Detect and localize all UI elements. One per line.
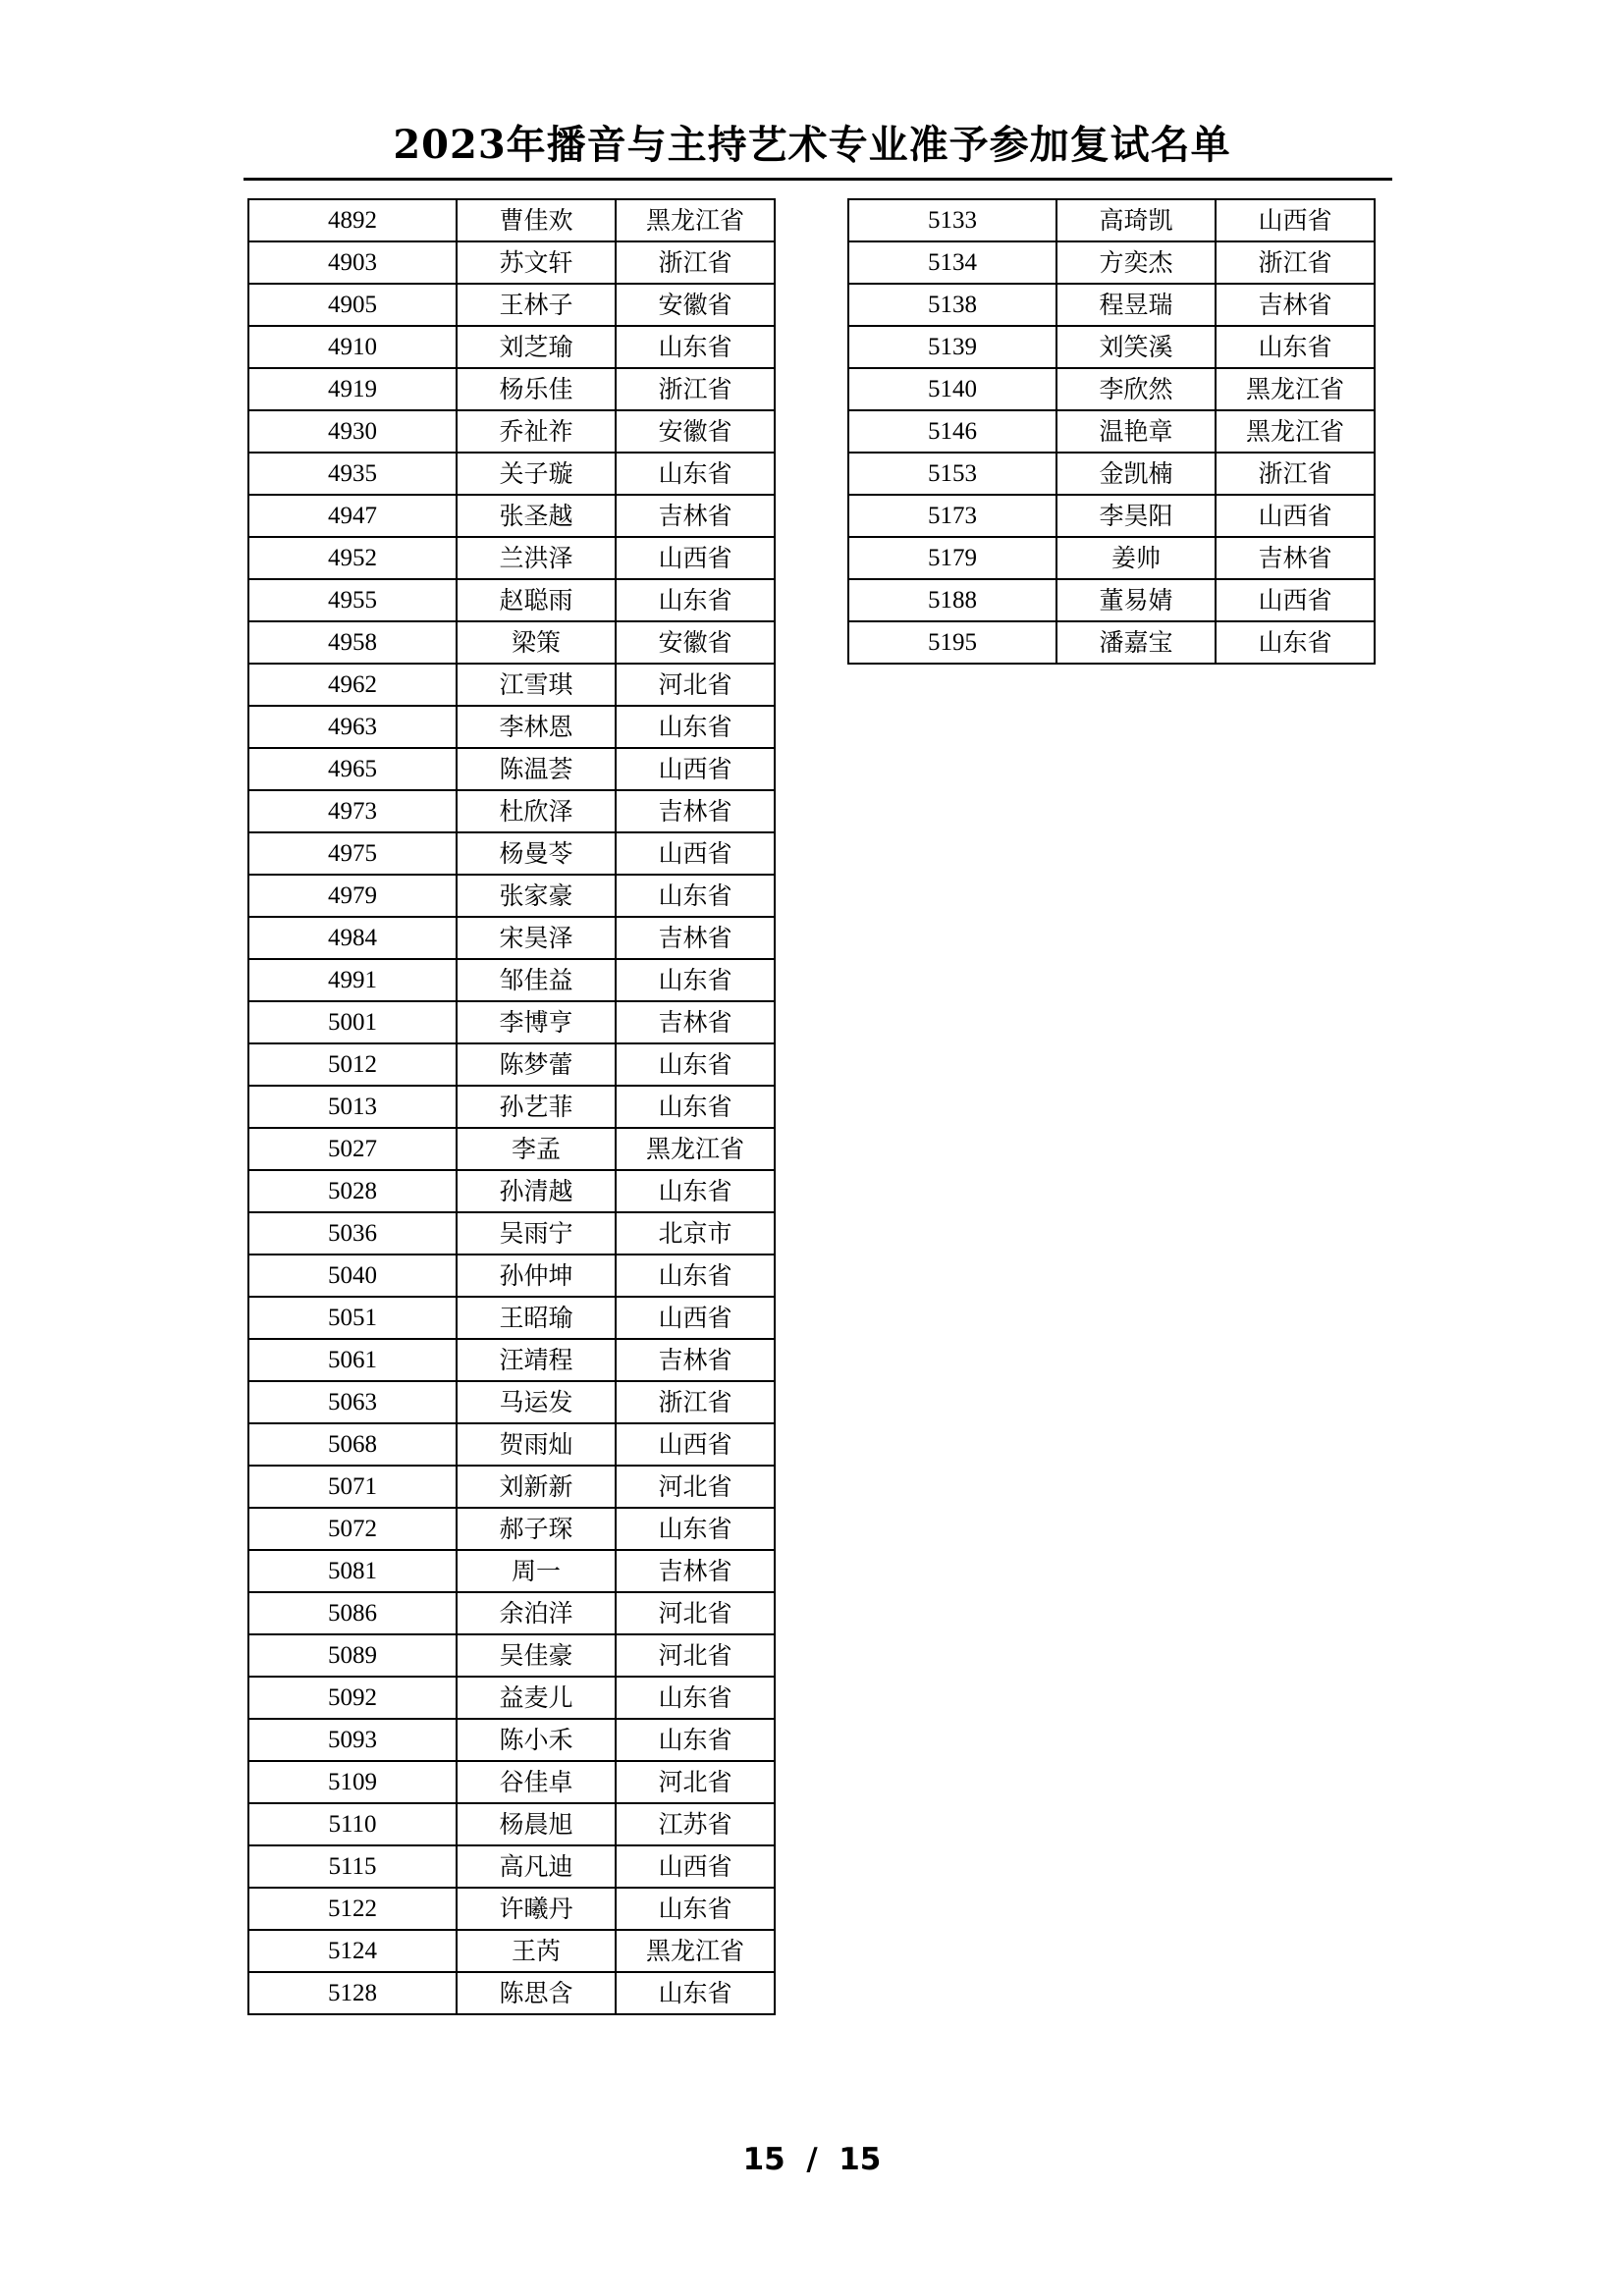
table-row xyxy=(248,1592,775,1634)
candidate-province-cell: 河北省 xyxy=(616,664,775,706)
candidate-province-cell: 山西省 xyxy=(616,537,775,579)
candidate-number-cell: 5061 xyxy=(248,1339,457,1381)
candidate-name-cell: 方奕杰 xyxy=(1056,241,1216,284)
table-row xyxy=(248,1339,775,1381)
table-row xyxy=(248,1170,775,1212)
table-row xyxy=(848,284,1375,326)
candidate-name-cell: 李欣然 xyxy=(1056,368,1216,410)
table-row xyxy=(248,1086,775,1128)
candidate-name-cell: 陈温荟 xyxy=(457,748,616,790)
candidate-number-cell: 5173 xyxy=(848,495,1056,537)
table-row xyxy=(248,284,775,326)
candidate-number-cell: 5051 xyxy=(248,1297,457,1339)
table-row xyxy=(248,1255,775,1297)
table-row xyxy=(848,495,1375,537)
candidate-number-cell: 4935 xyxy=(248,453,457,495)
candidate-name-cell: 王林子 xyxy=(457,284,616,326)
candidate-name-cell: 潘嘉宝 xyxy=(1056,621,1216,664)
table-row xyxy=(248,1212,775,1255)
roster-table-left-body xyxy=(248,199,775,2014)
candidate-province-cell: 黑龙江省 xyxy=(1216,410,1375,453)
candidate-number-cell: 4958 xyxy=(248,621,457,664)
roster-table-right xyxy=(847,198,1376,665)
candidate-name-cell: 孙艺菲 xyxy=(457,1086,616,1128)
table-row xyxy=(248,959,775,1001)
candidate-province-cell: 浙江省 xyxy=(1216,241,1375,284)
candidate-province-cell: 吉林省 xyxy=(1216,537,1375,579)
candidate-name-cell: 李林恩 xyxy=(457,706,616,748)
candidate-name-cell: 苏文轩 xyxy=(457,241,616,284)
table-row xyxy=(248,1930,775,1972)
candidate-province-cell: 山东省 xyxy=(616,1888,775,1930)
candidate-province-cell: 黑龙江省 xyxy=(616,199,775,241)
candidate-province-cell: 山东省 xyxy=(1216,621,1375,664)
candidate-province-cell: 浙江省 xyxy=(1216,453,1375,495)
candidate-number-cell: 5072 xyxy=(248,1508,457,1550)
candidate-name-cell: 李博亨 xyxy=(457,1001,616,1043)
table-row xyxy=(248,832,775,875)
candidate-number-cell: 5068 xyxy=(248,1423,457,1466)
table-row xyxy=(848,621,1375,664)
table-row xyxy=(248,410,775,453)
candidate-province-cell: 山东省 xyxy=(616,1677,775,1719)
candidate-number-cell: 5122 xyxy=(248,1888,457,1930)
table-row xyxy=(248,748,775,790)
candidate-province-cell: 吉林省 xyxy=(616,790,775,832)
candidate-name-cell: 杨晨旭 xyxy=(457,1803,616,1845)
candidate-number-cell: 5036 xyxy=(248,1212,457,1255)
candidate-number-cell: 5027 xyxy=(248,1128,457,1170)
candidate-name-cell: 高琦凯 xyxy=(1056,199,1216,241)
candidate-name-cell: 汪靖程 xyxy=(457,1339,616,1381)
candidate-name-cell: 邹佳益 xyxy=(457,959,616,1001)
candidate-name-cell: 孙仲坤 xyxy=(457,1255,616,1297)
candidate-number-cell: 5153 xyxy=(848,453,1056,495)
roster-table-right-body xyxy=(848,199,1375,664)
candidate-name-cell: 陈思含 xyxy=(457,1972,616,2014)
candidate-number-cell: 5013 xyxy=(248,1086,457,1128)
candidate-province-cell: 吉林省 xyxy=(616,1001,775,1043)
table-row xyxy=(248,1381,775,1423)
table-row xyxy=(248,326,775,368)
roster-table-left xyxy=(247,198,776,2015)
candidate-name-cell: 张家豪 xyxy=(457,875,616,917)
candidate-name-cell: 余泊洋 xyxy=(457,1592,616,1634)
candidate-number-cell: 4930 xyxy=(248,410,457,453)
candidate-number-cell: 5089 xyxy=(248,1634,457,1677)
candidate-number-cell: 4979 xyxy=(248,875,457,917)
table-row xyxy=(248,1128,775,1170)
table-row xyxy=(248,579,775,621)
candidate-province-cell: 河北省 xyxy=(616,1634,775,1677)
candidate-number-cell: 5139 xyxy=(848,326,1056,368)
candidate-province-cell: 北京市 xyxy=(616,1212,775,1255)
candidate-number-cell: 4905 xyxy=(248,284,457,326)
candidate-number-cell: 5012 xyxy=(248,1043,457,1086)
table-row xyxy=(248,1001,775,1043)
candidate-name-cell: 乔祉祚 xyxy=(457,410,616,453)
candidate-name-cell: 周一 xyxy=(457,1550,616,1592)
table-row xyxy=(248,1845,775,1888)
table-row xyxy=(248,199,775,241)
candidate-name-cell: 杨乐佳 xyxy=(457,368,616,410)
candidate-province-cell: 山东省 xyxy=(616,1255,775,1297)
candidate-number-cell: 4892 xyxy=(248,199,457,241)
candidate-number-cell: 4903 xyxy=(248,241,457,284)
candidate-name-cell: 张圣越 xyxy=(457,495,616,537)
candidate-name-cell: 梁策 xyxy=(457,621,616,664)
candidate-name-cell: 李孟 xyxy=(457,1128,616,1170)
candidate-number-cell: 5128 xyxy=(248,1972,457,2014)
table-row xyxy=(248,1803,775,1845)
table-row xyxy=(248,495,775,537)
candidate-province-cell: 山西省 xyxy=(616,748,775,790)
candidate-province-cell: 吉林省 xyxy=(616,917,775,959)
candidate-number-cell: 4984 xyxy=(248,917,457,959)
candidate-number-cell: 5124 xyxy=(248,1930,457,1972)
candidate-province-cell: 山西省 xyxy=(616,1423,775,1466)
candidate-province-cell: 山东省 xyxy=(616,326,775,368)
candidate-number-cell: 5081 xyxy=(248,1550,457,1592)
table-row xyxy=(248,664,775,706)
candidate-number-cell: 5195 xyxy=(848,621,1056,664)
candidate-province-cell: 山东省 xyxy=(1216,326,1375,368)
table-row xyxy=(848,368,1375,410)
candidate-number-cell: 5140 xyxy=(848,368,1056,410)
candidate-province-cell: 安徽省 xyxy=(616,284,775,326)
table-row xyxy=(248,1972,775,2014)
candidate-number-cell: 5188 xyxy=(848,579,1056,621)
candidate-name-cell: 赵聪雨 xyxy=(457,579,616,621)
candidate-province-cell: 山东省 xyxy=(616,453,775,495)
candidate-province-cell: 山东省 xyxy=(616,706,775,748)
candidate-number-cell: 5110 xyxy=(248,1803,457,1845)
candidate-province-cell: 吉林省 xyxy=(1216,284,1375,326)
candidate-number-cell: 5028 xyxy=(248,1170,457,1212)
table-row xyxy=(248,368,775,410)
candidate-name-cell: 孙清越 xyxy=(457,1170,616,1212)
candidate-number-cell: 5040 xyxy=(248,1255,457,1297)
candidate-province-cell: 山西省 xyxy=(616,1845,775,1888)
table-row xyxy=(248,1466,775,1508)
candidate-name-cell: 杜欣泽 xyxy=(457,790,616,832)
table-row xyxy=(848,453,1375,495)
candidate-number-cell: 4975 xyxy=(248,832,457,875)
table-row xyxy=(248,1719,775,1761)
table-row xyxy=(248,1423,775,1466)
table-row xyxy=(848,326,1375,368)
candidate-province-cell: 山东省 xyxy=(616,1170,775,1212)
table-row xyxy=(248,1297,775,1339)
candidate-province-cell: 吉林省 xyxy=(616,1339,775,1381)
candidate-province-cell: 山东省 xyxy=(616,1508,775,1550)
table-row xyxy=(848,241,1375,284)
candidate-number-cell: 5001 xyxy=(248,1001,457,1043)
candidate-name-cell: 关子璇 xyxy=(457,453,616,495)
candidate-province-cell: 山东省 xyxy=(616,959,775,1001)
candidate-name-cell: 杨曼苓 xyxy=(457,832,616,875)
table-row xyxy=(248,706,775,748)
table-row xyxy=(248,1043,775,1086)
candidate-number-cell: 5146 xyxy=(848,410,1056,453)
candidate-name-cell: 高凡迪 xyxy=(457,1845,616,1888)
candidate-name-cell: 曹佳欢 xyxy=(457,199,616,241)
candidate-province-cell: 山东省 xyxy=(616,875,775,917)
table-row xyxy=(248,453,775,495)
candidate-province-cell: 吉林省 xyxy=(616,1550,775,1592)
table-row xyxy=(848,199,1375,241)
candidate-number-cell: 5179 xyxy=(848,537,1056,579)
candidate-name-cell: 益麦儿 xyxy=(457,1677,616,1719)
candidate-number-cell: 4991 xyxy=(248,959,457,1001)
candidate-name-cell: 吴雨宁 xyxy=(457,1212,616,1255)
table-row xyxy=(848,579,1375,621)
candidate-name-cell: 许曦丹 xyxy=(457,1888,616,1930)
candidate-province-cell: 山东省 xyxy=(616,1043,775,1086)
candidate-number-cell: 5063 xyxy=(248,1381,457,1423)
candidate-number-cell: 4955 xyxy=(248,579,457,621)
candidate-province-cell: 山西省 xyxy=(616,832,775,875)
candidate-province-cell: 黑龙江省 xyxy=(616,1930,775,1972)
candidate-name-cell: 刘笑溪 xyxy=(1056,326,1216,368)
candidate-name-cell: 王昭瑜 xyxy=(457,1297,616,1339)
table-row xyxy=(248,917,775,959)
candidate-province-cell: 山东省 xyxy=(616,1719,775,1761)
table-row xyxy=(848,537,1375,579)
candidate-number-cell: 5133 xyxy=(848,199,1056,241)
table-row xyxy=(248,537,775,579)
candidate-name-cell: 马运发 xyxy=(457,1381,616,1423)
candidate-name-cell: 宋昊泽 xyxy=(457,917,616,959)
candidate-province-cell: 山西省 xyxy=(616,1297,775,1339)
table-row xyxy=(248,1761,775,1803)
candidate-number-cell: 4965 xyxy=(248,748,457,790)
candidate-province-cell: 安徽省 xyxy=(616,410,775,453)
candidate-province-cell: 黑龙江省 xyxy=(1216,368,1375,410)
candidate-province-cell: 黑龙江省 xyxy=(616,1128,775,1170)
table-row xyxy=(248,241,775,284)
candidate-number-cell: 4947 xyxy=(248,495,457,537)
candidate-name-cell: 贺雨灿 xyxy=(457,1423,616,1466)
candidate-number-cell: 5092 xyxy=(248,1677,457,1719)
candidate-number-cell: 4963 xyxy=(248,706,457,748)
candidate-number-cell: 4919 xyxy=(248,368,457,410)
table-row xyxy=(248,1550,775,1592)
candidate-number-cell: 4973 xyxy=(248,790,457,832)
table-row xyxy=(248,1634,775,1677)
candidate-name-cell: 董易婧 xyxy=(1056,579,1216,621)
candidate-province-cell: 安徽省 xyxy=(616,621,775,664)
candidate-province-cell: 山东省 xyxy=(616,1086,775,1128)
candidate-name-cell: 陈梦蕾 xyxy=(457,1043,616,1086)
candidate-number-cell: 5093 xyxy=(248,1719,457,1761)
candidate-number-cell: 4910 xyxy=(248,326,457,368)
candidate-province-cell: 山西省 xyxy=(1216,199,1375,241)
table-row xyxy=(248,790,775,832)
candidate-name-cell: 江雪琪 xyxy=(457,664,616,706)
candidate-province-cell: 江苏省 xyxy=(616,1803,775,1845)
table-row xyxy=(248,621,775,664)
table-row xyxy=(248,1888,775,1930)
candidate-number-cell: 5134 xyxy=(848,241,1056,284)
candidate-name-cell: 谷佳卓 xyxy=(457,1761,616,1803)
candidate-name-cell: 刘芝瑜 xyxy=(457,326,616,368)
candidate-number-cell: 4962 xyxy=(248,664,457,706)
candidate-number-cell: 5109 xyxy=(248,1761,457,1803)
candidate-province-cell: 河北省 xyxy=(616,1761,775,1803)
candidate-province-cell: 吉林省 xyxy=(616,495,775,537)
candidate-name-cell: 吴佳豪 xyxy=(457,1634,616,1677)
candidate-name-cell: 金凯楠 xyxy=(1056,453,1216,495)
candidate-name-cell: 李昊阳 xyxy=(1056,495,1216,537)
candidate-number-cell: 5115 xyxy=(248,1845,457,1888)
candidate-name-cell: 程昱瑞 xyxy=(1056,284,1216,326)
candidate-name-cell: 王芮 xyxy=(457,1930,616,1972)
candidate-province-cell: 山西省 xyxy=(1216,495,1375,537)
candidate-province-cell: 山东省 xyxy=(616,579,775,621)
table-row xyxy=(848,410,1375,453)
title-divider xyxy=(244,178,1392,181)
candidate-number-cell: 5071 xyxy=(248,1466,457,1508)
candidate-number-cell: 5086 xyxy=(248,1592,457,1634)
candidate-name-cell: 姜帅 xyxy=(1056,537,1216,579)
candidate-name-cell: 陈小禾 xyxy=(457,1719,616,1761)
table-row xyxy=(248,1677,775,1719)
candidate-name-cell: 温艳章 xyxy=(1056,410,1216,453)
candidate-province-cell: 浙江省 xyxy=(616,1381,775,1423)
candidate-province-cell: 河北省 xyxy=(616,1466,775,1508)
candidate-name-cell: 刘新新 xyxy=(457,1466,616,1508)
candidate-name-cell: 兰洪泽 xyxy=(457,537,616,579)
candidate-province-cell: 浙江省 xyxy=(616,368,775,410)
candidate-province-cell: 山西省 xyxy=(1216,579,1375,621)
page-number: 15 / 15 xyxy=(742,2142,882,2177)
candidate-number-cell: 4952 xyxy=(248,537,457,579)
table-row xyxy=(248,1508,775,1550)
candidate-province-cell: 浙江省 xyxy=(616,241,775,284)
candidate-province-cell: 河北省 xyxy=(616,1592,775,1634)
table-row xyxy=(248,875,775,917)
candidate-province-cell: 山东省 xyxy=(616,1972,775,2014)
page-title: 2023年播音与主持艺术专业准予参加复试名单 xyxy=(393,122,1231,168)
candidate-number-cell: 5138 xyxy=(848,284,1056,326)
candidate-name-cell: 郝子琛 xyxy=(457,1508,616,1550)
